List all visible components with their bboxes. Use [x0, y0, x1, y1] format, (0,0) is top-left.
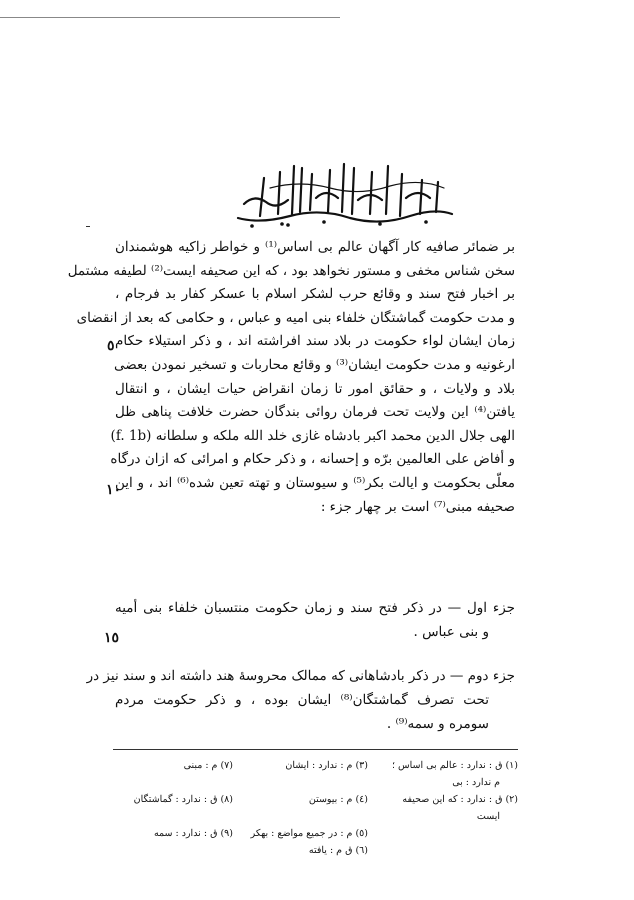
footnote: (٥) م : در جمیع مواضع : بهکر [250, 828, 368, 839]
text-line: الهی جلال الدین محمد اکبر بادشاه غازی خلد الله ملکه و سلطانه (f. 1b) [110, 427, 515, 444]
footnote [368, 825, 518, 842]
text-line: جزء دوم — در ذکر بادشاهانی که ممالک محروسهٔ هند داشته اند و سند نیز در [86, 668, 515, 684]
text-line: بر ضمائر صافیه کار آگهان عالم بی اساس⁽¹⁾ و خواطر زاکیه هوشمندان [115, 239, 515, 255]
footnote: (٧) م : مبنی [183, 760, 233, 771]
section-part-2 [86, 664, 515, 736]
footnote: (٨) ق : ندارد : گماشتگان [133, 794, 233, 805]
line-number-15: ١٥ [104, 630, 120, 646]
bismillah-calligraphy [230, 158, 460, 232]
footnote [113, 842, 233, 859]
text-line: یافتن⁽⁴⁾ این ولایت تحت فرمان روائی بندگان حضرت خلافت پناهی ظل [115, 404, 515, 421]
footnote: (٢) ق : ندارد : که این صحیفه ایست [402, 794, 518, 822]
text-line: بلاد و ولایات ، و حقائق امور تا زمان انقراض حیات ایشان ، و انتقال [115, 380, 515, 397]
footnote: (١) ق : ندارد : عالم بی اساس ؛ م ندارد : بی [391, 760, 518, 788]
text-line: جزء اول — در ذکر فتح سند و زمان حکومت منتسبان خلفاء بنی أمیه [115, 600, 515, 616]
top-rule [0, 17, 340, 18]
text-line: معلّی بحکومت و ایالت بکر⁽⁵⁾ و سیوستان و تهته تعین شده⁽⁶⁾ اند ، و این [115, 474, 515, 491]
text-line: زمان ایشان لواء حکومت در بلاد سند افراشته اند ، و ذکر استیلاء حکام [115, 333, 515, 350]
footnote: (٦) ق م : یافته [308, 845, 368, 856]
text-line: و بنی عباس . [413, 624, 489, 640]
margin-tick [86, 226, 90, 227]
footnote-rule [113, 749, 518, 750]
footnote: (٣) م : ندارد : ایشان [285, 760, 368, 771]
footnote: (٤) م : بیوستن [308, 794, 368, 805]
text-line: بر اخبار فتح سند و وقائع حرب لشکر اسلام با عسکر کفار بد فرجام ، [115, 286, 515, 303]
svg-text:بسم الله الرحمن الرحیم: بسم الله الرحمن الرحیم [339, 203, 351, 204]
text-line: صحیفه مبنی⁽⁷⁾ است بر چهار جزء : [320, 498, 515, 515]
text-line: تحت تصرف گماشتگان⁽⁸⁾ ایشان بوده ، و ذکر حکومت مردم [115, 692, 489, 708]
text-line: و مدت حکومت گماشتگان خلفاء بنی امیه و عباس ، و حکامی که بعد از انقضای [76, 309, 515, 326]
text-line: ارغونیه و مدت حکومت ایشان⁽³⁾ و وقائع محاربات و تسخیر نمودن بعضی [114, 356, 515, 373]
footnote [368, 842, 518, 859]
section-part-1 [115, 596, 515, 644]
line-number-10: ١٠ [106, 482, 122, 498]
footnotes [113, 757, 518, 859]
text-line: سخن شناس مخفی و مستور نخواهد بود ، که این صحیفه ایست⁽²⁾ لطیفه مشتمل [67, 262, 515, 279]
line-number-5: ٥ [107, 338, 115, 354]
text-line: و أفاض علی العالمین برّه و إحسانه ، و ذکر حکام و امرائی که ازان درگاه [110, 451, 515, 468]
text-line: سومره و سمه⁽⁹⁾ . [386, 716, 489, 732]
footnote: (٩) ق : ندارد : سمه [153, 828, 233, 839]
